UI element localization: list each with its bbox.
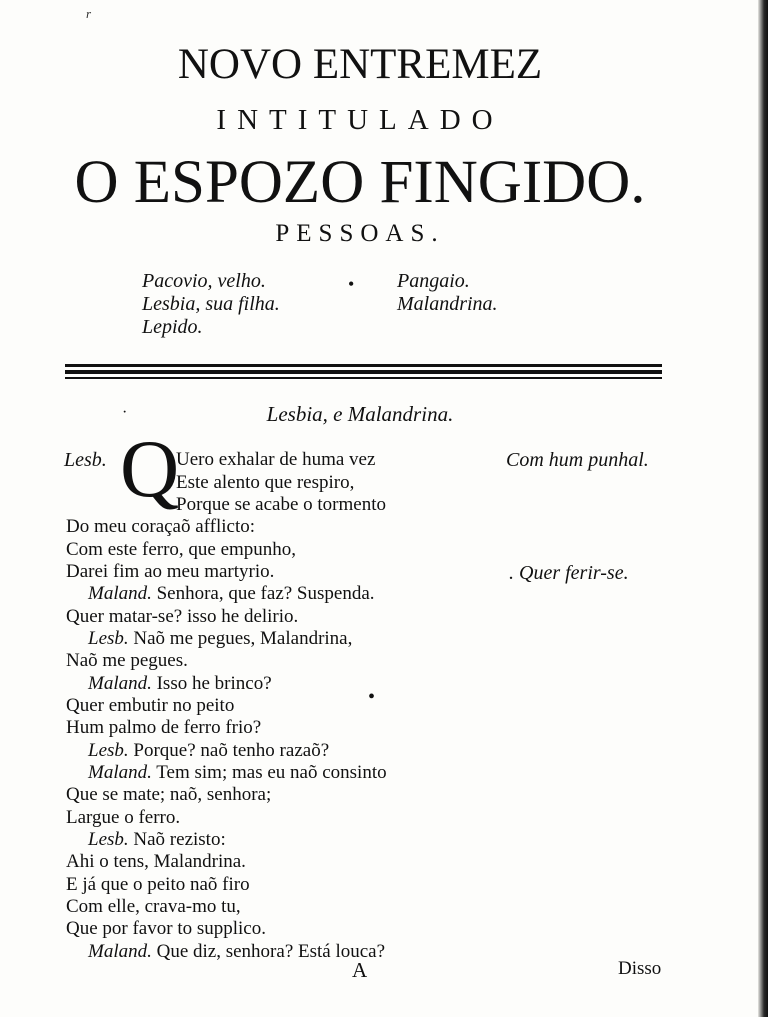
verse-text: Darei fim ao meu martyrio. xyxy=(66,561,275,582)
verse-text: Senhora, que faz? Suspenda. xyxy=(151,583,375,604)
verse-text: Naõ me pegues, Malandrina, xyxy=(128,628,353,649)
ornamental-rule xyxy=(65,364,662,367)
persons-list-left xyxy=(142,270,280,339)
verse-line xyxy=(66,695,234,717)
stage-direction: Com hum punhal. xyxy=(506,449,649,471)
verse-line xyxy=(66,896,241,918)
verse-line xyxy=(88,762,387,784)
verse-line xyxy=(66,650,188,672)
catchword: Disso xyxy=(618,958,662,979)
drop-cap: Q xyxy=(120,423,180,514)
verse-line xyxy=(66,874,250,896)
verse-text: Ahi o tens, Malandrina. xyxy=(66,851,246,872)
verse-line xyxy=(66,784,271,806)
verse-line xyxy=(66,717,261,739)
verse-text: Tem sim; mas eu naõ consinto xyxy=(151,762,387,783)
verse-text: Isso he brinco? xyxy=(151,673,272,694)
speaker-label: Lesb. xyxy=(88,628,129,649)
verse-line xyxy=(66,918,266,940)
verse-line xyxy=(66,807,180,829)
verse-text: Naõ rezisto: xyxy=(128,829,226,850)
ink-speck: • xyxy=(368,686,376,708)
ink-speck: · xyxy=(122,404,128,421)
verse-text: Porque se acabe o tormento xyxy=(176,494,386,515)
verse-line xyxy=(88,941,385,963)
verse-line xyxy=(88,829,226,851)
verse-text: Porque? naõ tenho razaõ? xyxy=(128,740,330,761)
speaker-label: Lesb. xyxy=(64,449,107,471)
verse-line xyxy=(66,516,255,538)
verse-line xyxy=(88,740,329,762)
signature-mark: A xyxy=(352,958,368,982)
verse-line xyxy=(88,628,352,650)
speaker-label: Maland. xyxy=(88,583,152,604)
person-entry: Pangaio. xyxy=(397,270,470,292)
verse-text: Este alento que respiro, xyxy=(176,472,355,493)
verse-line xyxy=(66,561,274,583)
verse-text: Largue o ferro. xyxy=(66,807,181,828)
verse-line xyxy=(66,539,296,561)
verse-text: Que por favor to supplico. xyxy=(66,918,266,939)
verse-text: Quer matar-se? isso he delirio. xyxy=(66,606,299,627)
stage-direction: . Quer ferir-se. xyxy=(509,562,629,584)
persons-list-right xyxy=(397,270,498,316)
verse-text: Que se mate; naõ, senhora; xyxy=(66,784,272,805)
person-entry: Pacovio, velho. xyxy=(142,270,266,292)
verse-text: E já que o peito naõ firo xyxy=(66,874,250,895)
verse-line xyxy=(66,851,246,873)
verse-text: Que diz, senhora? Está louca? xyxy=(151,941,386,962)
verse-line xyxy=(66,606,298,628)
ornamental-rule xyxy=(65,377,662,379)
verse-text: Do meu coraçaõ afflicto: xyxy=(66,516,256,537)
speaker-label: Lesb. xyxy=(88,740,129,761)
verse-line xyxy=(176,494,386,516)
verse-line xyxy=(88,583,375,605)
separator-dot: • xyxy=(348,274,355,294)
speaker-label: Lesb. xyxy=(88,829,129,850)
person-entry: Malandrina. xyxy=(397,293,498,315)
title-line-2: INTITULADO xyxy=(216,104,504,136)
speaker-label: Maland. xyxy=(88,673,152,694)
verse-text: Com elle, crava-mo tu, xyxy=(66,896,241,917)
stage-direction-text: Quer ferir-se. xyxy=(519,562,629,584)
title-line-4: PESSOAS. xyxy=(275,220,445,247)
ornamental-rule xyxy=(65,370,662,374)
person-entry: Lesbia, sua filha. xyxy=(142,293,280,315)
speaker-label: Maland. xyxy=(88,941,152,962)
verse-text: Hum palmo de ferro frio? xyxy=(66,717,262,738)
verse-text: Quer embutir no peito xyxy=(66,695,235,716)
person-entry: Lepido. xyxy=(142,316,203,338)
verse-text: Com este ferro, que empunho, xyxy=(66,539,297,560)
scene-heading: Lesbia, e Malandrina. xyxy=(266,402,454,426)
verse-text: Uero exhalar de huma vez xyxy=(176,449,376,470)
verse-text: Naõ me pegues. xyxy=(66,650,188,671)
speaker-label: Maland. xyxy=(88,762,152,783)
verse-line xyxy=(88,673,272,695)
verse-line xyxy=(176,472,354,494)
title-line-3: O ESPOZO FINGIDO. xyxy=(74,149,646,216)
page-edge-shadow xyxy=(758,0,768,1017)
verse-line xyxy=(176,449,375,471)
corner-mark: r xyxy=(86,6,92,21)
title-line-1: NOVO ENTREMEZ xyxy=(177,41,543,88)
